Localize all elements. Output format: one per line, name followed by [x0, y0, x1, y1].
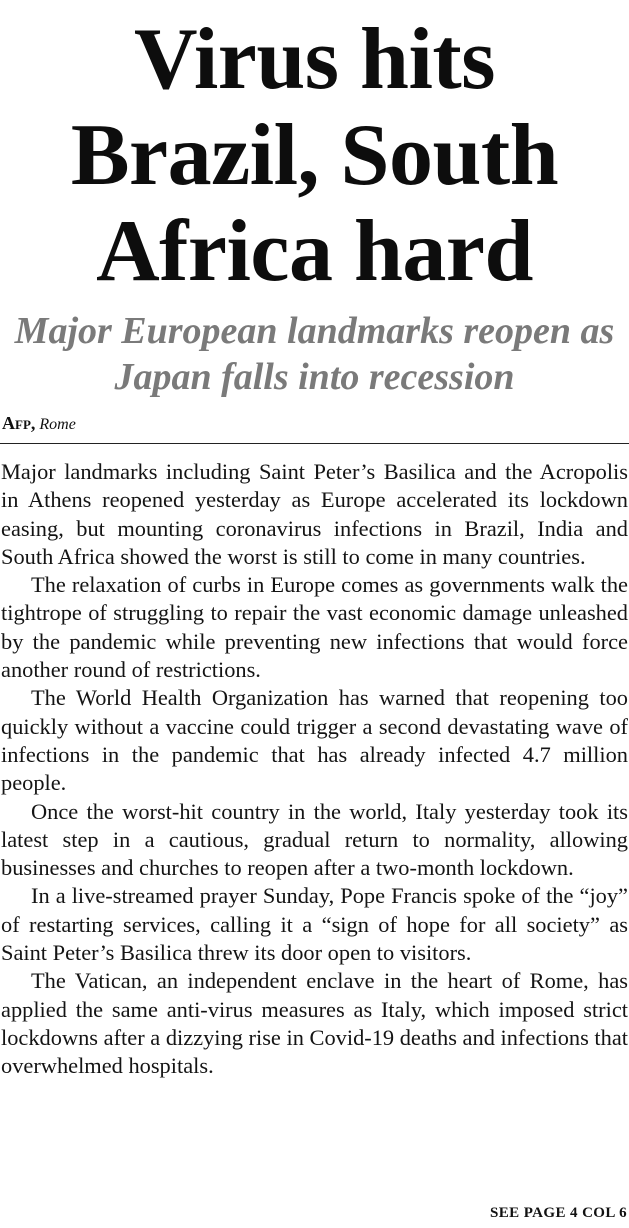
byline	[2, 411, 76, 437]
article-body	[1, 458, 628, 1081]
byline-agency: Afp,	[2, 413, 36, 433]
paragraph-1: Major landmarks including Saint Peter’s Basilica and the Acropolis in Athens reopened yesterday as Europe accelerated its lockdown easing, but mounting coronavirus infections in Brazil, India and South Africa showed the worst is still to come in many countries.	[1, 459, 628, 569]
byline-divider	[0, 443, 629, 444]
headline: Virus hits Brazil, South Africa hard	[70, 11, 559, 300]
continuation-note: SEE PAGE 4 COL 6	[490, 1205, 627, 1221]
subheadline: Major European landmarks reopen as Japan falls into recession	[14, 310, 615, 398]
byline-city: Rome	[39, 416, 76, 433]
paragraph-2: The relaxation of curbs in Europe comes as governments walk the tightrope of struggling to repair the vast economic damage unleashed by the pandemic while preventing new infections that would force another round of restrictions.	[1, 572, 628, 683]
paragraph-5: In a live-streamed prayer Sunday, Pope Francis spoke of the “joy” of restarting services, calling it a “sign of hope for all society” as Saint Peter’s Basilica threw its door open to visitors.	[1, 883, 628, 966]
paragraph-4: Once the worst-hit country in the world, Italy yesterday took its latest step in a cautious, gradual return to normality, allowing businesses and churches to reopen after a two-month lockdown.	[1, 798, 628, 881]
paragraph-6: The Vatican, an independent enclave in the heart of Rome, has applied the same anti-virus measures as Italy, which imposed strict lockdowns after a dizzying rise in Covid-19 deaths and infections that overwhelmed hospitals.	[1, 968, 628, 1079]
paragraph-3: The World Health Organization has warned that reopening too quickly without a vaccine could trigger a second devastating wave of infections in the pandemic that has already infected 4.7 million people.	[1, 685, 628, 796]
